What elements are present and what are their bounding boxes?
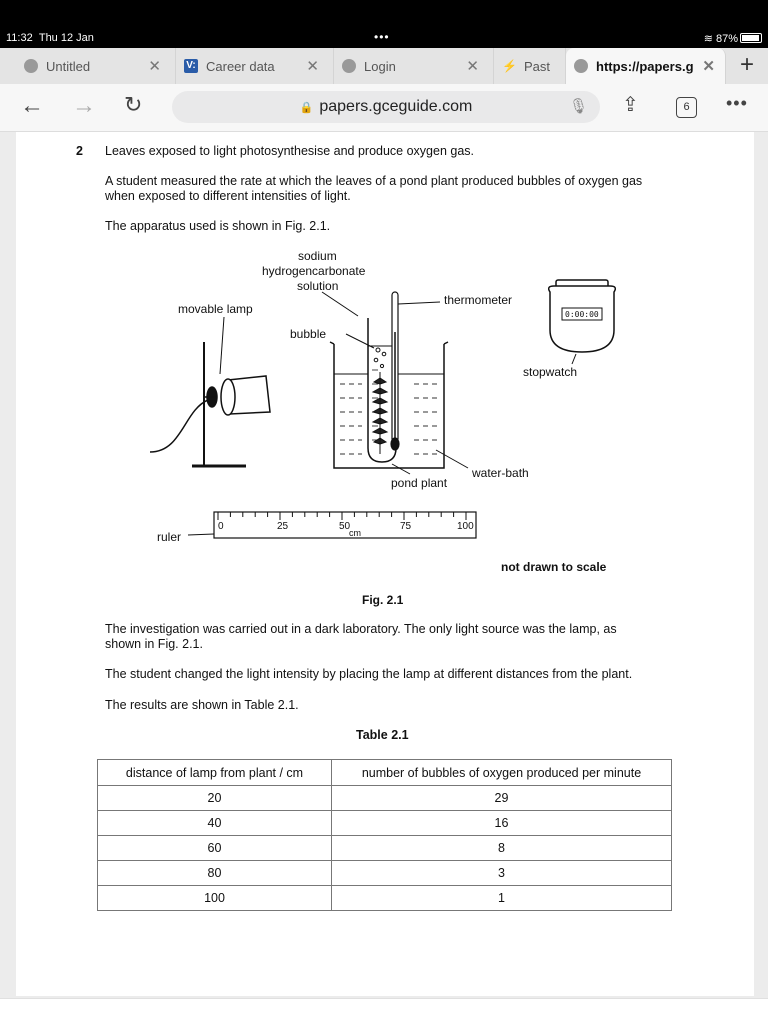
question-number: 2 — [76, 144, 83, 158]
microphone-icon[interactable]: 🎙 — [568, 98, 588, 115]
tab-label: Login — [364, 58, 396, 74]
tab-label: Career data — [206, 58, 275, 74]
v-icon: V: — [184, 59, 198, 73]
globe-icon — [24, 59, 38, 73]
globe-icon — [574, 59, 588, 73]
label-hydrogencarbonate: hydrogencarbonate — [262, 264, 366, 278]
stopwatch-drawing — [549, 280, 616, 364]
label-movable-lamp: movable lamp — [178, 302, 253, 316]
table-row — [98, 786, 672, 811]
tab-label: https://papers.g — [596, 58, 694, 74]
address-bar[interactable] — [172, 91, 600, 123]
distance-cell: 100 — [98, 886, 332, 911]
label-bubble: bubble — [290, 327, 327, 341]
status-bar — [0, 0, 768, 48]
ruler-tick-label: 25 — [277, 521, 289, 532]
figure-caption: Fig. 2.1 — [362, 593, 404, 607]
new-tab-plus-icon[interactable]: + — [739, 51, 754, 78]
distance-cell: 40 — [98, 811, 332, 836]
tab-papers-active[interactable] — [566, 48, 726, 84]
close-tab-icon[interactable]: ✕ — [702, 58, 715, 75]
table-header-row — [98, 760, 672, 786]
wifi-icon: ≋ — [703, 33, 713, 45]
label-thermometer: thermometer — [444, 293, 513, 307]
tab-count-button[interactable]: 6 — [676, 97, 697, 118]
tab-past[interactable] — [494, 48, 566, 84]
bolt-icon: ⚡ — [502, 59, 517, 73]
battery-icon — [740, 33, 762, 43]
table-row — [98, 886, 672, 911]
globe-icon — [342, 59, 356, 73]
question-paragraph: A student measured the rate at which the leaves of a pond plant produced bubbles of oxygen gas — [105, 174, 643, 188]
tab-untitled[interactable] — [16, 48, 176, 84]
bubbles-cell: 8 — [332, 836, 672, 861]
ruler-tick-label: 100 — [457, 521, 474, 532]
status-time: 11:32 Thu 12 Jan — [6, 32, 94, 44]
exam-paper-page — [16, 132, 754, 996]
more-menu-icon[interactable]: ••• — [726, 93, 748, 113]
not-to-scale-note: not drawn to scale — [501, 560, 607, 574]
table-row — [98, 836, 672, 861]
question-intro: Leaves exposed to light photosynthesise and produce oxygen gas. — [105, 144, 475, 158]
tab-login[interactable] — [334, 48, 494, 84]
reload-icon[interactable]: ↻ — [124, 92, 143, 117]
ruler-tick-label: 75 — [400, 521, 412, 532]
label-sodium: sodium — [298, 249, 337, 263]
ruler-drawing — [188, 512, 476, 538]
bubbles-cell: 3 — [332, 861, 672, 886]
distance-cell: 80 — [98, 861, 332, 886]
tab-label: Past — [524, 58, 551, 74]
tab-label: Untitled — [46, 58, 91, 74]
url-text: papers.gceguide.com — [319, 98, 473, 115]
bubbles-cell: 29 — [332, 786, 672, 811]
page-viewport[interactable] — [0, 132, 768, 998]
back-arrow-icon[interactable]: ← — [20, 92, 44, 119]
share-icon[interactable]: ⇪ — [622, 94, 639, 116]
browser-toolbar — [0, 84, 768, 132]
apparatus-diagram — [16, 132, 754, 612]
lock-icon: 🔒 — [299, 101, 314, 114]
question-paragraph: The apparatus used is shown in Fig. 2.1. — [105, 219, 331, 233]
lamp-drawing — [150, 376, 270, 452]
label-solution: solution — [297, 279, 339, 293]
question-paragraph: shown in Fig. 2.1. — [105, 637, 203, 651]
tab-career-data[interactable] — [176, 48, 334, 84]
question-paragraph: The student changed the light intensity by placing the lamp at different distances from the plant. — [105, 667, 633, 681]
thermometer-drawing — [391, 292, 399, 450]
bottom-strip — [0, 998, 768, 1024]
table-title: Table 2.1 — [356, 728, 409, 742]
close-tab-icon[interactable]: ✕ — [148, 58, 161, 75]
ruler-tick-label: 0 — [218, 521, 224, 532]
table-row — [98, 861, 672, 886]
column-header: number of bubbles of oxygen produced per minute — [332, 760, 672, 786]
label-ruler: ruler — [157, 530, 182, 544]
ruler-tick-label: 50 — [339, 521, 351, 532]
bubbles-cell: 1 — [332, 886, 672, 911]
table-row — [98, 811, 672, 836]
bubbles-cell: 16 — [332, 811, 672, 836]
ruler-unit: cm — [349, 528, 361, 538]
column-header: distance of lamp from plant / cm — [98, 760, 332, 786]
results-table — [97, 759, 672, 911]
battery-percent: ≋ 87% — [703, 33, 738, 45]
question-paragraph: The investigation was carried out in a dark laboratory. The only light source was the lamp, as — [105, 622, 617, 636]
tab-strip — [0, 48, 768, 84]
label-pond-plant: pond plant — [391, 476, 448, 490]
figure-2-1 — [16, 132, 754, 612]
close-tab-icon[interactable]: ✕ — [306, 58, 319, 75]
stopwatch-display: 0:00:00 — [565, 310, 599, 319]
question-paragraph: The results are shown in Table 2.1. — [105, 698, 299, 712]
distance-cell: 20 — [98, 786, 332, 811]
question-paragraph: when exposed to different intensities of light. — [105, 189, 351, 203]
distance-cell: 60 — [98, 836, 332, 861]
label-stopwatch: stopwatch — [523, 365, 578, 379]
forward-arrow-icon[interactable]: → — [72, 92, 96, 119]
multitask-dots-icon[interactable]: ••• — [374, 30, 390, 44]
label-water-bath: water-bath — [472, 466, 529, 480]
close-tab-icon[interactable]: ✕ — [466, 58, 479, 75]
